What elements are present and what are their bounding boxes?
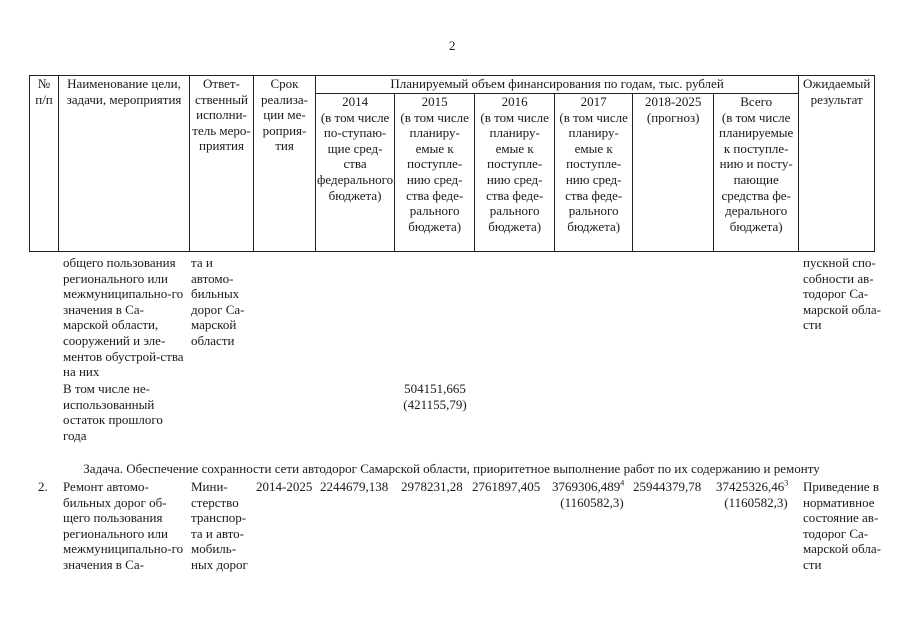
page-number: 2 [449, 38, 456, 53]
row2-result: Приведение в нормативное состояние ав-тодорог Са-марской обла-сти [803, 479, 881, 572]
row2-responsible: Мини-стерство транспор-та и авто-мобиль-ных дорог [191, 479, 248, 572]
row2-federal-total: (1160582,3) [724, 495, 788, 510]
row-cont-responsible: та и автомо-бильных дорог Са-марской области [191, 255, 245, 348]
row2-footnote-total: 3 [784, 478, 789, 488]
header-name: Наименование цели, задачи, мероприятия [59, 76, 190, 252]
header-year-2016: 2016 (в том числе планиру-емые к поступле-нию сред-ства феде-рального бюджета) [475, 94, 555, 252]
row2-federal-2017: (1160582,3) [560, 495, 624, 510]
row2-num: 2. [38, 479, 48, 494]
row2-value-2016: 2761897,405 [472, 479, 541, 494]
header-responsible: Ответ-ственный исполни-тель меро-приятия [190, 76, 254, 252]
unused-balance-federal: (421155,79) [403, 397, 467, 412]
unused-balance-label: В том числе не-использованный остаток прошлого года [63, 381, 163, 443]
row2-value-2014: 2244679,138 [320, 479, 389, 494]
row2-value-total: 37425326,46$^3$ [716, 478, 789, 494]
header-expected: Ожидаемый результат [799, 76, 875, 252]
header-year-2015: 2015 (в том числе планиру-емые к поступле-нию сред-ства феде-рального бюджета) [395, 94, 475, 252]
header-funding-title: Планируемый объем финансирования по годам, тыс. рублей [316, 76, 799, 94]
header-year-total: Всего (в том числе планируемые к поступле-нию и посту-пающие средства фе-дерального бюджета) [714, 94, 799, 252]
row2-footnote-2017: 4 [620, 478, 625, 488]
header-term: Срок реализа-ции ме-роприя-тия [254, 76, 316, 252]
row2-term: 2014-2025 [256, 479, 313, 494]
row-cont-name: общего пользования регионального или межмуниципально-го значения в Са-марской области, сооружений и эле-ментов обустрой-ства на них [63, 255, 184, 380]
task-heading: Задача. Обеспечение сохранности сети автодорог Самарской области, приоритетное выполнение работ по их содержанию и ремонту [83, 461, 820, 476]
header-num: № п/п [30, 76, 59, 252]
header-year-2017: 2017 (в том числе планиру-емые к поступле-нию сред-ства феде-рального бюджета) [555, 94, 633, 252]
unused-balance-value: 504151,665 [404, 381, 466, 396]
row2-value-2018-2025: 25944379,78 [633, 479, 702, 494]
header-year-2018-2025: 2018-2025 (прогноз) [633, 94, 714, 252]
row2-value-2015: 2978231,28 [401, 479, 463, 494]
row2-value-2017: 3769306,489$^4$ [552, 478, 625, 494]
header-year-2014: 2014 (в том числе по-ступаю-щие сред-ства федерального бюджета) [316, 94, 395, 252]
row-cont-result: пускной спо-собности ав-тодорог Са-марской обла-сти [803, 255, 881, 333]
row2-name: Ремонт автомо-бильных дорог об-щего пользования регионального или межмуниципально-го значения в Са- [63, 479, 184, 572]
table-header [29, 75, 875, 252]
